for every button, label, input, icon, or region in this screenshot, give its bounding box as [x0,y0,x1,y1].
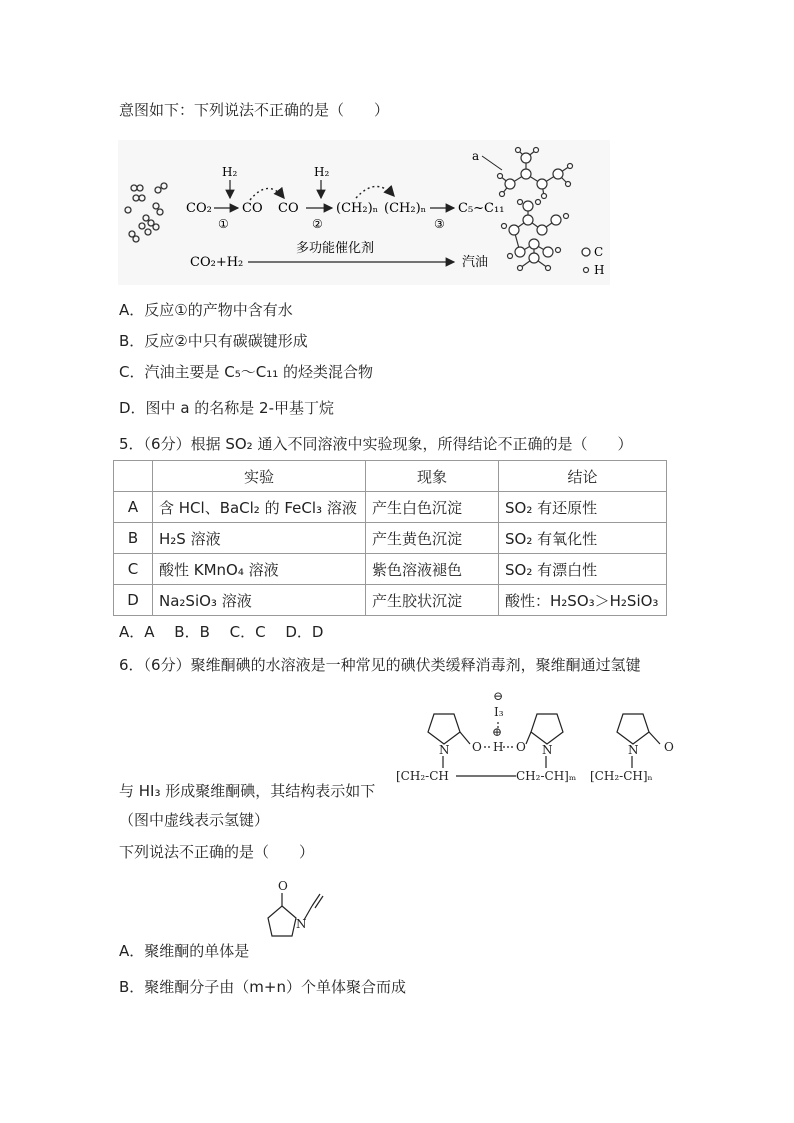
oxygen-label-1: O [472,740,482,754]
nitrogen-label-1: N [439,743,450,757]
q6-option-b: B．聚维酮分子由（m+n）个单体聚合而成 [119,978,406,996]
table-cell: 产生胶状沉淀 [366,585,499,616]
q6-line-3: （图中虚线表示氢键） [119,811,270,829]
step3-label: ③ [434,217,445,231]
table-cell: SO₂ 有漂白性 [499,554,667,585]
q4-option-a: A．反应①的产物中含有水 [119,301,293,319]
c5-c11-label: C₅~C₁₁ [458,201,505,216]
step1-label: ① [218,217,229,231]
table-cell: 紫色溶液褪色 [366,554,499,585]
nitrogen-label-2: N [542,743,553,757]
table-header-row [114,461,667,492]
q6-stem: 6．（6分）聚维酮碘的水溶液是一种常见的碘伏类缓释消毒剂，聚维酮通过氢键 [119,656,641,674]
table-header-cell: 结论 [499,461,667,492]
q4-reaction-diagram [118,140,610,285]
q4-stem: 意图如下：下列说法不正确的是（ ） [119,101,390,119]
catalyst-label: 多功能催化剂 [296,241,375,256]
co-label-2: CO [278,201,299,216]
table-cell: SO₂ 有氧化性 [499,523,667,554]
oxygen-label-3: O [664,740,674,754]
table-cell: 含 HCl、BaCl₂ 的 FeCl₃ 溶液 [153,492,366,523]
table-cell: 酸性：H₂SO₃＞H₂SiO₃ [499,585,667,616]
table-cell: H₂S 溶液 [153,523,366,554]
chain-segment-2: CH₂-CH]ₘ [516,769,577,783]
table-cell: 产生白色沉淀 [366,492,499,523]
q5-table [113,460,667,616]
table-cell: 产生黄色沉淀 [366,523,499,554]
h2-label-1: H₂ [222,165,238,179]
q5-stem: 5．（6分）根据 SO₂ 通入不同溶液中实验现象，所得结论不正确的是（ ） [119,435,633,453]
table-row [114,585,667,616]
molecule-a-label: a [472,149,480,163]
carbon-legend-icon [582,248,590,256]
q4-option-d: D．图中 a 的名称是 2-甲基丁烷 [119,399,335,417]
reactants-label: CO₂+H₂ [190,255,244,270]
step2-label: ② [312,217,323,231]
q4-option-b: B．反应②中只有碳碳键形成 [119,332,308,350]
table-row [114,523,667,554]
table-cell: SO₂ 有还原性 [499,492,667,523]
product-label: 汽油 [462,255,489,270]
co-label-1: CO [242,201,263,216]
table-row [114,554,667,585]
monomer-nitrogen-label: N [296,917,307,931]
table-cell: B [114,523,153,554]
table-cell: A [114,492,153,523]
table-header-cell: 实验 [153,461,366,492]
q5-answer-choices: A．A B．B C．C D．D [119,623,324,641]
povidone-iodine-structure [394,688,694,792]
chain-segment-3: [CH₂-CH]ₙ [590,769,653,783]
table-header-cell [114,461,153,492]
oxygen-label-2: O [516,740,526,754]
ch2n-label-2: (CH₂)ₙ [384,201,427,216]
proton-charge-plus: ⊕ [492,725,503,739]
q4-option-c: C．汽油主要是 C₅～C₁₁ 的烃类混合物 [119,363,373,381]
table-cell: C [114,554,153,585]
nitrogen-label-3: N [628,743,639,757]
table-header-cell: 现象 [366,461,499,492]
h2-label-2: H₂ [314,165,330,179]
table-cell: 酸性 KMnO₄ 溶液 [153,554,366,585]
table-cell: Na₂SiO₃ 溶液 [153,585,366,616]
legend-h: H [594,263,605,277]
q6-option-a: A．聚维酮的单体是 [119,942,250,960]
table-cell: D [114,585,153,616]
legend-c: C [594,245,604,259]
ch2n-label-1: (CH₂)ₙ [336,201,379,216]
monomer-oxygen-label: O [278,879,288,893]
q6-line-2: 与 HI₃ 形成聚维酮碘，其结构表示如下 [119,782,376,800]
q6-line-4: 下列说法不正确的是（ ） [119,843,315,861]
monomer-structure [258,876,328,946]
hydrogen-label: H [493,740,504,754]
co2-label: CO₂ [186,201,212,216]
i3-label: I₃ [494,705,504,719]
hydrogen-legend-icon [584,268,589,273]
chain-segment-1: [CH₂-CH [396,769,449,783]
iodide-charge-minus: ⊖ [493,689,504,703]
table-row [114,492,667,523]
